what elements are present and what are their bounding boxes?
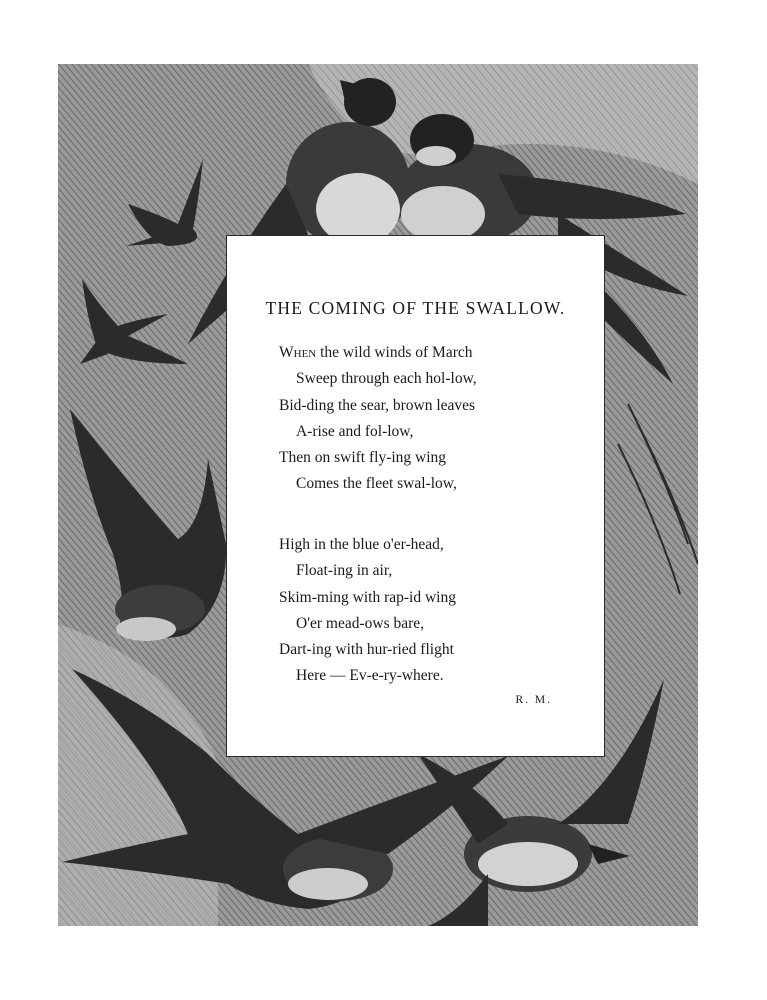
poem-signature: R. M. [515,694,552,706]
poem-line-text: the wild winds of March [316,344,473,361]
poem-line: Then on swift fly-ing wing [279,449,447,467]
poem-first-word: When [279,344,317,361]
poem-card [227,236,604,756]
poem-line [279,340,477,366]
poem-line: Comes the fleet swal-low, [296,475,457,493]
poem-line: Skim-ming with rap-id wing [279,588,456,606]
poem-line: Sweep through each hol-low, [296,370,477,388]
stanza-first [279,340,477,498]
poem-line: Dart-ing with hur-ried flight [279,641,454,659]
poem-line: Float-ing in air, [296,562,393,580]
poem-line: Bid-ding the sear, brown leaves [279,396,476,414]
poem-line: Here — Ev-e-ry-where. [296,667,444,685]
poem-line: A-rise and fol-low, [296,422,414,440]
poem-line: High in the blue o'er-head, [279,536,444,553]
poem-title: THE COMING OF THE SWALLOW. [265,298,566,318]
stanza-second [279,532,456,690]
poem-line: O'er mead-ows bare, [296,614,425,632]
